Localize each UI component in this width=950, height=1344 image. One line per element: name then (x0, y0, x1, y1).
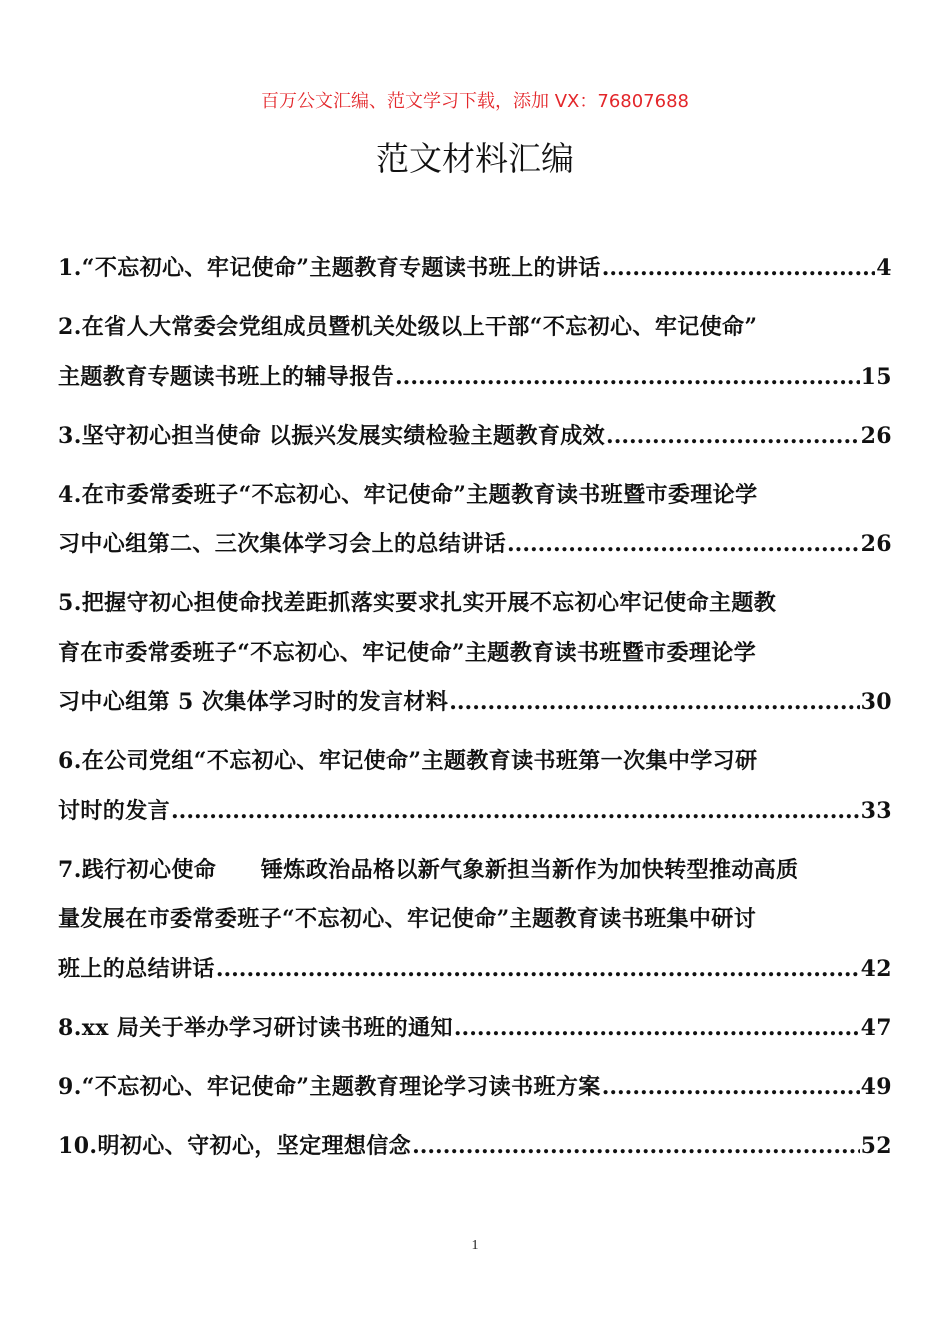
toc-dot-leader (171, 787, 860, 837)
toc-entry-last-line (58, 678, 892, 728)
toc-entry-line: 5.把握守初心担使命找差距抓落实要求扎实开展不忘初心牢记使命主题教 (58, 590, 777, 616)
toc-entry-line: 2.在省人大常委会党组成员暨机关处级以上干部“不忘初心、牢记使命” (58, 314, 758, 340)
toc-dot-leader (606, 412, 860, 462)
toc-dot-leader (395, 353, 860, 403)
toc-entry[interactable] (58, 846, 892, 995)
toc-page-number: 52 (860, 1132, 892, 1159)
toc-entry-text: 主题教育专题读书班上的辅导报告 (58, 363, 395, 390)
toc-page-number: 47 (860, 1014, 892, 1041)
toc-entry-text: 1.“不忘初心、牢记使命”主题教育专题读书班上的讲话 (58, 255, 601, 281)
toc-entry[interactable] (58, 1122, 892, 1172)
toc-page-number: 49 (860, 1073, 892, 1100)
toc-dot-leader (507, 520, 860, 570)
toc-entry-last-line (58, 787, 892, 837)
toc-entry[interactable] (58, 1004, 892, 1054)
toc-page-number: 26 (860, 531, 892, 557)
toc-entry-last-line (58, 353, 892, 403)
toc-entry-line: 育在市委常委班子“不忘初心、牢记使命”主题教育读书班暨市委理论学 (58, 639, 757, 666)
toc-dot-leader (412, 1122, 860, 1172)
toc-entry[interactable] (58, 1063, 892, 1113)
toc-entry-line: 7.践行初心使命 锤炼政治品格以新气象新担当新作为加快转型推动高质 (58, 856, 799, 883)
toc-entry-last-line (58, 945, 892, 995)
toc-page-number: 15 (860, 363, 892, 390)
toc-entry-last-line (58, 1004, 892, 1054)
toc-entry-text: 班上的总结讲话 (58, 955, 215, 982)
toc-entry[interactable] (58, 412, 892, 462)
toc-entry[interactable] (58, 737, 892, 836)
toc-dot-leader (454, 1004, 860, 1054)
toc-entry-text: 讨时的发言 (58, 797, 171, 824)
toc-entry[interactable] (58, 303, 892, 402)
toc-page-number: 33 (860, 797, 892, 824)
toc-entry[interactable] (58, 244, 892, 294)
toc-entry-text: 3.坚守初心担当使命 以振兴发展实绩检验主题教育成效 (58, 422, 606, 449)
toc-entry-text: 习中心组第二、三次集体学习会上的总结讲话 (58, 531, 507, 557)
toc-entry-last-line (58, 1122, 892, 1172)
toc-dot-leader (449, 678, 859, 728)
toc-entry-text: 9.“不忘初心、牢记使命”主题教育理论学习读书班方案 (58, 1073, 601, 1100)
toc-entry-text: 习中心组第 5 次集体学习时的发言材料 (58, 689, 449, 715)
toc-dot-leader (602, 1063, 860, 1113)
toc-entry-line: 4.在市委常委班子“不忘初心、牢记使命”主题教育读书班暨市委理论学 (58, 481, 758, 508)
document-title: 范文材料汇编 (376, 139, 574, 178)
toc-entry-last-line (58, 520, 892, 570)
toc-page-number: 42 (860, 955, 892, 982)
toc-page-number: 4 (876, 255, 892, 281)
toc-dot-leader (216, 945, 860, 995)
toc-page-number: 30 (860, 689, 892, 715)
toc-page-number: 26 (860, 422, 892, 449)
toc-entry-last-line (58, 244, 892, 294)
toc-entry-last-line (58, 412, 892, 462)
toc-dot-leader (602, 244, 876, 294)
toc-entry[interactable] (58, 471, 892, 570)
page-number: 1 (471, 1238, 479, 1253)
toc-entry-line: 量发展在市委常委班子“不忘初心、牢记使命”主题教育读书班集中研讨 (58, 906, 757, 932)
toc-entry-line: 6.在公司党组“不忘初心、牢记使命”主题教育读书班第一次集中学习研 (58, 748, 758, 774)
toc-entry[interactable] (58, 579, 892, 728)
toc-entry-text: 10.明初心、守初心，坚定理想信念 (58, 1132, 412, 1159)
toc-entry-text: 8.xx 局关于举办学习研讨读书班的通知 (58, 1014, 453, 1041)
table-of-contents (58, 244, 892, 1181)
toc-entry-last-line (58, 1063, 892, 1113)
watermark-banner: 百万公文汇编、范文学习下载，添加 VX：76807688 (261, 91, 689, 112)
